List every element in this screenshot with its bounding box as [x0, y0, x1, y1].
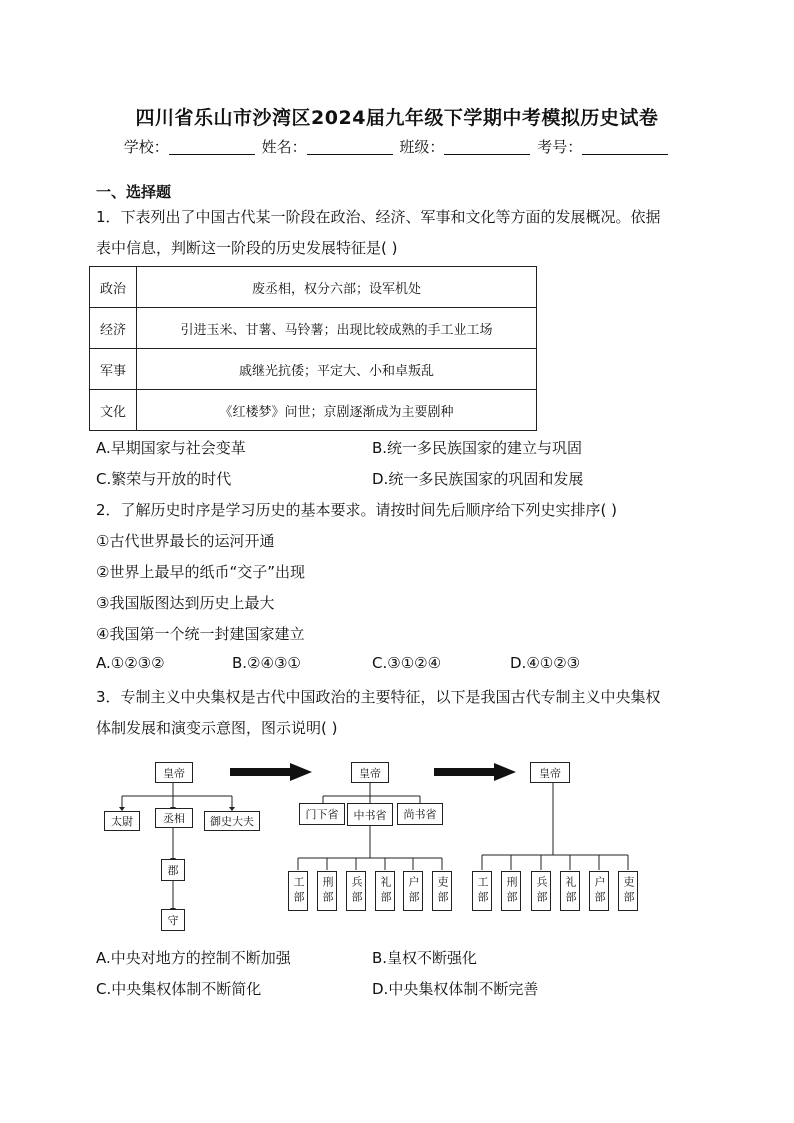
q2-option-d[interactable]: D.④①②③: [510, 654, 581, 672]
q2-item-1: ①古代世界最长的运河开通: [96, 532, 275, 550]
name-label: 姓名：: [261, 138, 307, 156]
jun-box: 郡: [161, 859, 185, 881]
q1-stem-line1: 1．下表列出了中国古代某一阶段在政治、经济、军事和文化等方面的发展概况。依据: [96, 208, 661, 226]
q1-option-d[interactable]: D.统一多民族国家的巩固和发展: [372, 470, 584, 488]
taiwei-box: 太尉: [104, 811, 140, 831]
q3-option-a[interactable]: A.中央对地方的控制不断加强: [96, 949, 291, 967]
q2-item-2: ②世界上最早的纸币“交子”出现: [96, 563, 305, 581]
big-arrow-1: [230, 763, 312, 781]
zhongshu-box: 中书省: [347, 803, 393, 826]
table-value: 戚继光抗倭；平定大、小和卓叛乱: [137, 349, 537, 390]
q2-option-b[interactable]: B.②④③①: [232, 654, 301, 672]
q2-stem: 2．了解历史时序是学习历史的基本要求。请按时间先后顺序给下列史实排序( ): [96, 501, 618, 519]
q2-option-c[interactable]: C.③①②④: [372, 654, 442, 672]
q1-option-a[interactable]: A.早期国家与社会变革: [96, 439, 246, 457]
yushi-box: 御史大夫: [204, 811, 260, 831]
dept-hu-box-2: 户部: [403, 871, 423, 911]
dept-libu-box-2: 吏部: [432, 871, 452, 911]
q3-option-c[interactable]: C.中央集权体制不断简化: [96, 980, 262, 998]
q3-option-d[interactable]: D.中央集权体制不断完善: [372, 980, 539, 998]
table-value: 废丞相，权分六部；设军机处: [137, 267, 537, 308]
table-key: 经济: [90, 308, 137, 349]
emperor-box-2: 皇帝: [351, 762, 389, 783]
dept-bing-box-2: 兵部: [346, 871, 366, 911]
table-key: 文化: [90, 390, 137, 431]
shou-box: 守: [161, 909, 185, 931]
school-label: 学校：: [123, 138, 169, 156]
dept-hu-box-3: 户部: [589, 871, 609, 911]
q3-stem-line1: 3．专制主义中央集权是古代中国政治的主要特征，以下是我国古代专制主义中央集权: [96, 688, 661, 706]
table-value: 引进玉米、甘薯、马铃薯；出现比较成熟的手工业工场: [137, 308, 537, 349]
shangshu-box: 尚书省: [397, 803, 443, 825]
dept-li-box-2: 礼部: [375, 871, 395, 911]
q1-option-b[interactable]: B.统一多民族国家的建立与巩固: [372, 439, 583, 457]
dept-xing-box-3: 刑部: [501, 871, 521, 911]
big-arrow-2: [434, 763, 516, 781]
table-key: 政治: [90, 267, 137, 308]
class-label: 班级：: [399, 138, 445, 156]
number-label: 考号：: [537, 138, 583, 156]
chengxiang-box: 丞相: [155, 808, 193, 828]
q2-option-a[interactable]: A.①②③②: [96, 654, 165, 672]
emperor-box-1: 皇帝: [155, 762, 193, 783]
emperor-box-3: 皇帝: [530, 762, 570, 783]
q3-option-b[interactable]: B.皇权不断强化: [372, 949, 478, 967]
table-value: 《红楼梦》问世；京剧逐渐成为主要剧种: [137, 390, 537, 431]
menxia-box: 门下省: [299, 803, 345, 825]
table-key: 军事: [90, 349, 137, 390]
dept-libu-box-3: 吏部: [618, 871, 638, 911]
dept-li-box-3: 礼部: [560, 871, 580, 911]
dept-gong-box-3: 工部: [472, 871, 492, 911]
q1-stem-line2: 表中信息，判断这一阶段的历史发展特征是( ): [96, 239, 398, 257]
dept-xing-box-2: 刑部: [317, 871, 337, 911]
q3-stem-line2: 体制发展和演变示意图，图示说明( ): [96, 719, 338, 737]
dept-gong-box-2: 工部: [288, 871, 308, 911]
dept-bing-box-3: 兵部: [531, 871, 551, 911]
section-heading: 一、选择题: [96, 183, 172, 201]
q1-option-c[interactable]: C.繁荣与开放的时代: [96, 470, 232, 488]
q2-item-3: ③我国版图达到历史上最大: [96, 594, 275, 612]
q2-item-4: ④我国第一个统一封建国家建立: [96, 625, 305, 643]
page-title: 四川省乐山市沙湾区2024届九年级下学期中考模拟历史试卷: [135, 107, 659, 129]
